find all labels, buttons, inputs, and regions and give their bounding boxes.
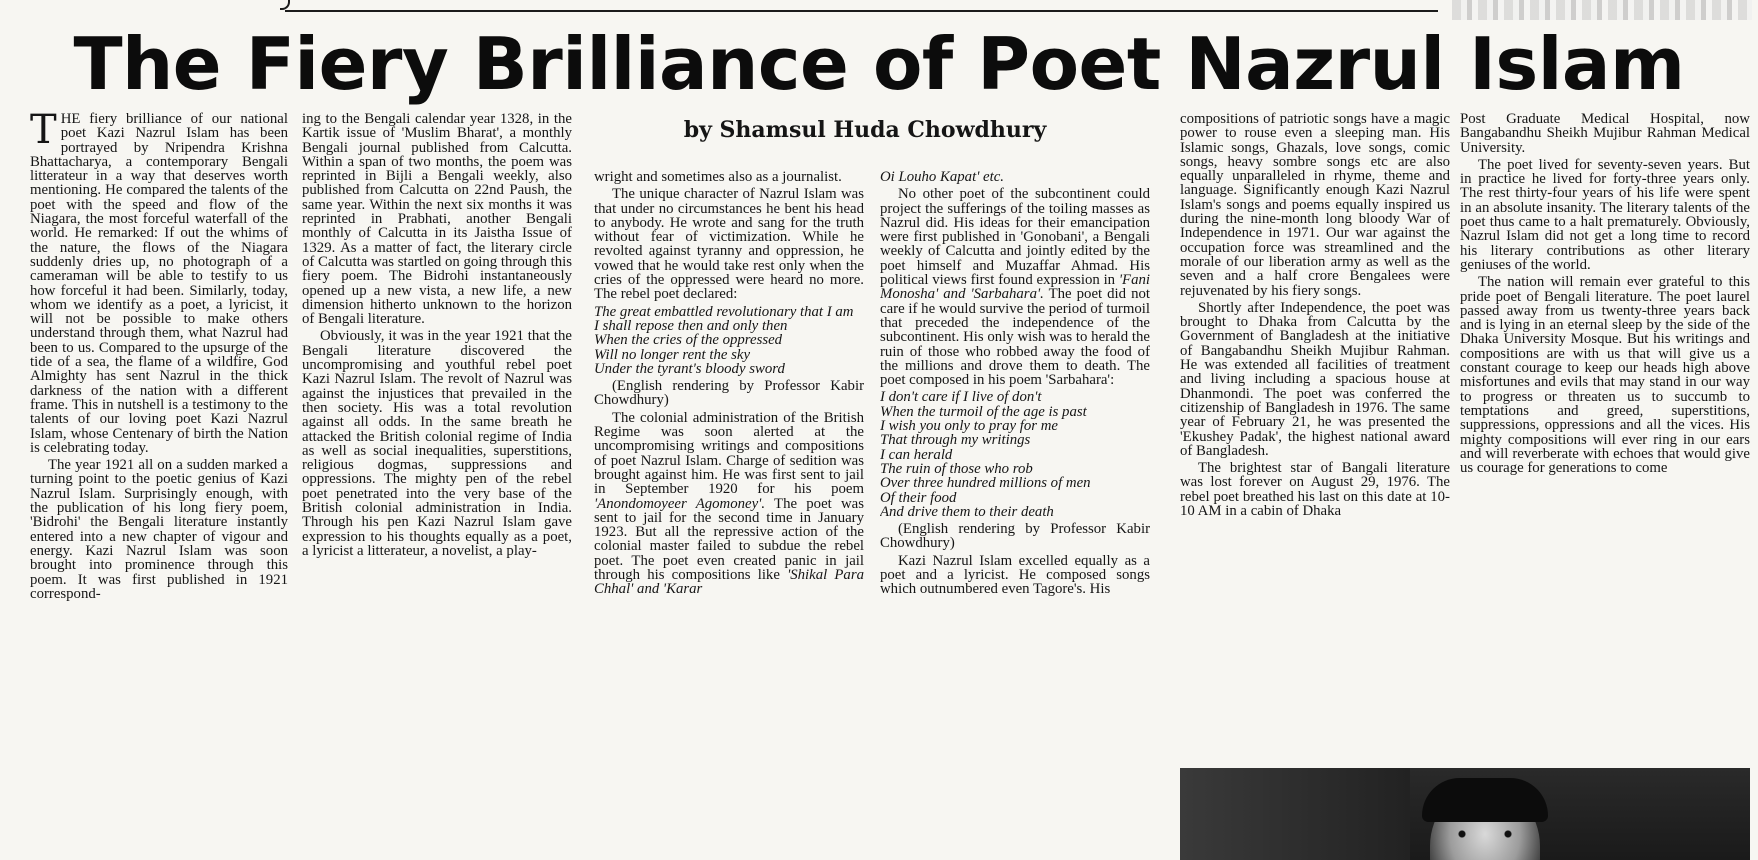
poem-line: I shall repose then and only then: [594, 317, 788, 334]
translation-credit: (English rendering by Professor Kabir Chowdhury): [880, 521, 1150, 552]
paragraph-text: No other poet of the subcontinent could project the sufferings of the toiling masses as Nazrul did. His ideas for their emancipation were first published in 'Gonobani', a Bengali weekly of Calcutta and jointly edited by the poet himself and Muzaffar Ahmad. His political views first found expression in: [880, 186, 1150, 289]
column-2: [302, 112, 572, 860]
poem-title: Oi Louho Kapat' etc.: [880, 170, 1005, 185]
paragraph: Shortly after Independence, the poet was brought to Dhaka from Calcutta by the Government of Bangladesh at the initiative of Bangabandhu Sheikh Mujibur Rahman. He was extended all facilities of treatment and living including a spacious house at Dhanmondi. The poet was conferred the citizenship of Bangladesh in 1976. The same year of February 21, he was presented the 'Ekushey Padak', the highest national award of Bangladesh.: [1180, 299, 1450, 459]
poem-quote: [594, 305, 864, 376]
paragraph-text: The poet was sent to jail for the second time in January 1923. But all the repressive action of the colonial master failed to subdue the rebel poet. The poet even created panic in jail through his compositions like: [594, 495, 864, 584]
poem-line: The great embattled revolutionary that I am: [594, 303, 854, 320]
paragraph-text: The colonial administration of the British Regime was soon alerted at the uncompromising writings and compositions of poet Nazrul Islam. Charge of sedition was brought against him. He was first sent to jail in September 1920 for his poem: [594, 409, 864, 498]
paragraph: wright and sometimes also as a journalist.: [594, 170, 842, 185]
column-6: [1460, 112, 1750, 762]
poem-line: That through my writings: [880, 432, 1031, 449]
paragraph-text: HE fiery brilliance of our national poet Kazi Nazrul Islam has been portrayed by Nripendra Krishna Bhattacharya, a contemporary Bengali litterateur in a way that deserves worth mentioning. He compared the talents of the poet with the speed and flow of the Niagara, the most forceful waterfall of the world. He remarked: If out the whims of the nature, the flows of the Niagara suddenly dries up, no photograph of a cameraman will be able to testify to us how forceful it had been. Similarly, today, whom we identify as a poet, a lyricist, it will not be possible to make others understand through them, what Nazrul had been to us. Compared to the upsurge of the tide of a sea, the flame of a wildfire, God Almighty has sent Nazrul in the thick darkness of the nation with a different frame. This in nutshell is a testimony to the talents of our loving poet Kazi Nazrul Islam, whose Centenary of birth the Nation is celebrating today.: [30, 112, 288, 456]
column-1: [30, 112, 288, 860]
drop-cap: T: [30, 112, 57, 153]
poem-quote: [880, 390, 1150, 519]
paragraph: The year 1921 all on a sudden marked a turning point to the poetic genius of Kazi Nazrul Islam. Surprisingly enough, with the publication of his long fiery poem, 'Bidrohi' the Bengali literature instantly entered into a new chapter of vigour and energy. Kazi Nazrul Islam was soon brought into prominence through this poem. It was first published in 1921 correspond-: [30, 457, 288, 602]
portrait-hair: [1422, 778, 1548, 822]
paragraph: [880, 170, 1150, 184]
column-4: [880, 170, 1150, 860]
paragraph: [880, 187, 1150, 387]
paragraph: [594, 411, 864, 597]
poem-line: Will no longer rent the sky: [594, 346, 751, 363]
poet-photo: [1180, 768, 1750, 860]
paragraph: Post Graduate Medical Hospital, now Bangabandhu Sheikh Mujibur Rahman Medical University.: [1460, 112, 1750, 156]
poem-title: 'Shikal Para Chhal' and 'Karar: [594, 567, 864, 598]
column-5: [1180, 112, 1450, 860]
poem-line: Of their food: [880, 489, 957, 506]
paragraph: The unique character of Nazrul Islam was that under no circumstances he bent his head to anybody. He wrote and sang for the truth without fear of victimization. While he revolted against tyranny and oppression, he vowed that he would take rest only when the cries of the oppressed were heard no more. The rebel poet declared:: [594, 186, 864, 303]
paragraph: Kazi Nazrul Islam excelled equally as a poet and a lyricist. He composed songs which outnumbered even Tagore's. His: [880, 552, 1150, 598]
paragraph: [30, 112, 288, 455]
paragraph: The poet lived for seventy-seven years. But in practice he lived for forty-three years only. The rest thirty-four years of his life were spent in an absolute insanity. The literary talents of the poet thus came to a halt prematurely. Obviously, Nazrul Islam did not get a long time to record his literary contributions as other literary geniuses of the world.: [1460, 156, 1750, 273]
photo-background: [1180, 768, 1410, 860]
paragraph: The brightest star of Bangali literature was lost forever on August 29, 1976. The rebel poet breathed his last on this date at 10-10 AM in a cabin of Dhaka: [1180, 460, 1450, 520]
poem-line: Over three hundred millions of men: [880, 475, 1091, 492]
poem-line: Under the tyrant's bloody sword: [594, 360, 785, 377]
byline: by Shamsul Huda Chowdhury: [683, 117, 1047, 143]
poem-line: The ruin of those who rob: [880, 460, 1033, 477]
poem-line: I can herald: [880, 446, 953, 463]
top-rule-curl: [280, 0, 290, 10]
headline: The Fiery Brilliance of Poet Nazrul Islam: [73, 22, 1685, 106]
poem-line: I wish you only to pray for me: [880, 418, 1058, 435]
poem-line: When the cries of the oppressed: [594, 332, 783, 349]
paragraph: The nation will remain ever grateful to this pride poet of Bengali literature. The poet laurel passed away from us twenty-three years back and is lying in an eternal sleep by the side of the Dhaka University Mosque. But his writings and compositions are with us that will give us a constant courage to keep our heads high above misfortunes and evils that may stand in our way to progress or threaten us to succumb to temptations and greed, superstitions, suppressions, oppressions and all the vices. His mighty compositions will ever ring in our ears and will reverberate with echoes that would give us courage for generations to come: [1460, 274, 1750, 477]
column-3: [594, 170, 864, 860]
poem-title: 'Anondomoyeer Agomoney'.: [594, 495, 766, 512]
poem-line: I don't care if I live of don't: [880, 389, 1042, 406]
top-rule: [285, 10, 1438, 12]
paragraph: Obviously, it was in the year 1921 that the Bengali literature discovered the uncompromising and youthful rebel poet Kazi Nazrul Islam. The revolt of Nazrul was against the injustices that prevailed in the then society. His was a total revolution against all odds. In the same breath he attacked the British colonial regime of India as well as social inequalities, superstitions, religious dogmas, suppressions and oppressions. The mighty pen of the rebel poet penetrated into the very base of the British colonial administration in India. Through his pen Kazi Nazrul Islam gave expression to his thoughts equally as a poet, a lyricist a litterateur, a novelist, a play-: [302, 328, 572, 559]
paragraph: ing to the Bengali calendar year 1328, in the Kartik issue of 'Muslim Bharat', a monthly Bengali journal published from Calcutta. Within a span of two months, the poem was reprinted in Bijli a Bengali weekly, also published from Calcutta on 22nd Paush, the same year. Within the next six months it was reprinted in Prabhati, another Bengali monthly of Calcutta in its Jaistha Issue of 1329. As a matter of fact, the literary circle of Calcutta was startled on going through this fiery poem. The Bidrohi instantaneously opened up a new vista, a new life, a new dimension hitherto unknown to the horizon of Bengali literature.: [302, 112, 572, 328]
translation-credit: (English rendering by Professor Kabir Chowdhury): [594, 378, 864, 409]
portrait-eyes: [1450, 830, 1520, 838]
paragraph-text: The poet did not care if he would survive the period of turmoil that preceded the independence of the subcontinent. His only wish was to herald the ruin of those who robbed away the food of the millions and drove them to death. The poet composed in his poem 'Sarbahara':: [880, 286, 1150, 389]
paragraph: compositions of patriotic songs have a magic power to rouse even a sleeping man. His Islamic songs, Ghazals, love songs, comic songs, heavy sombre songs etc are also equally unparalleled in rhyme, theme and language. Significantly enough Kazi Nazrul Islam's songs and poems equally inspired us during the nine-month long bloody War of Independence in 1971. Our war against the occupation force was streamlined and the morale of our liberation army as well as the seven and a half crore Bengalees were rejuvenated by his fiery songs.: [1180, 112, 1450, 299]
poem-line: And drive them to their death: [880, 503, 1054, 520]
poem-line: When the turmoil of the age is past: [880, 403, 1087, 420]
poem-title: 'Fani Monosha' and 'Sarbahara'.: [880, 272, 1150, 303]
